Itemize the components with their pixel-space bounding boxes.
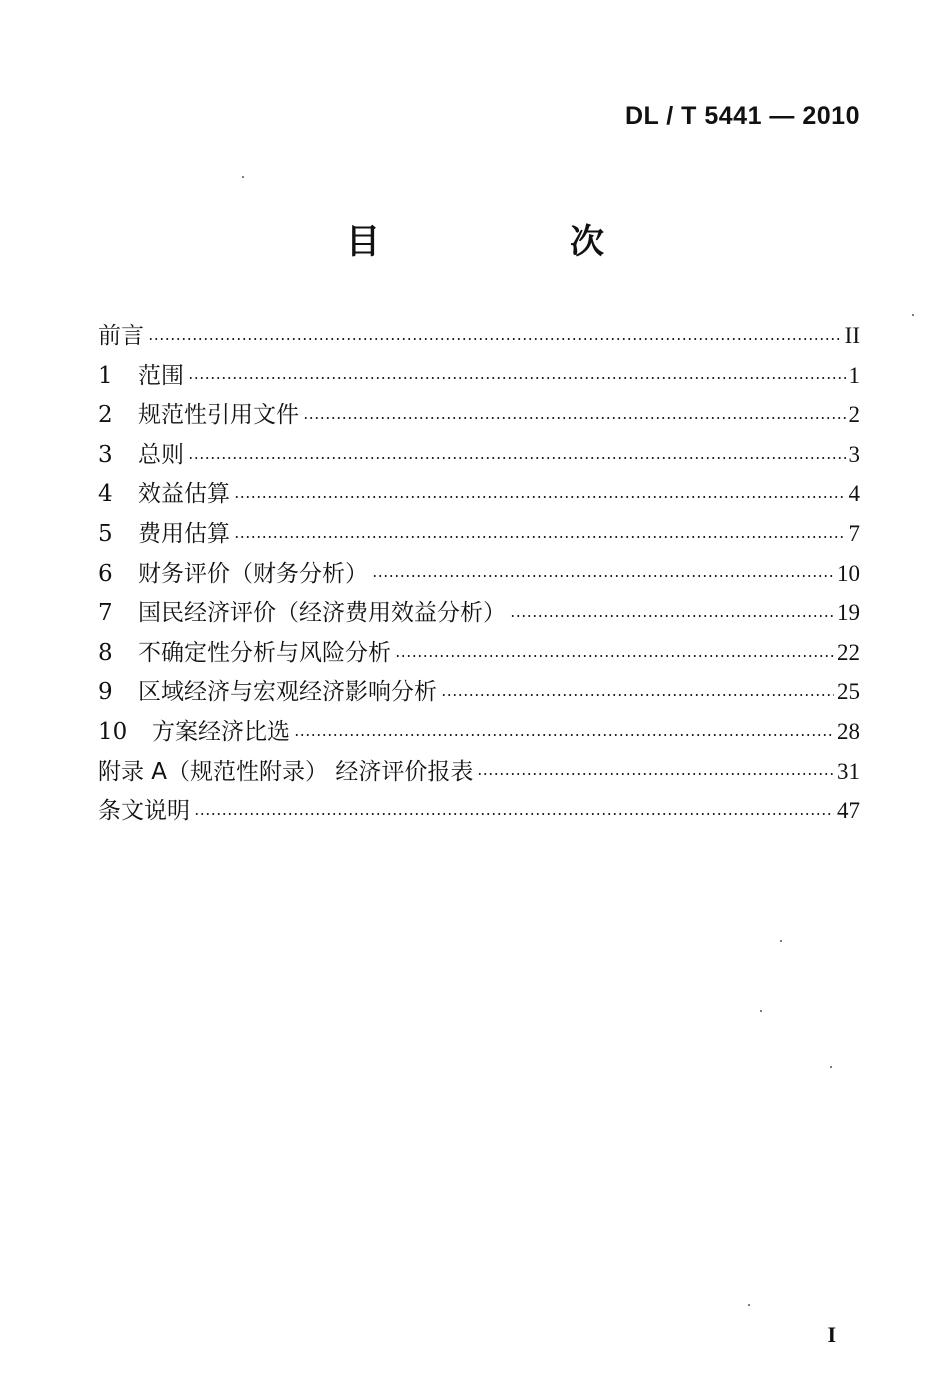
toc-number: 10	[98, 718, 128, 745]
toc-number: 6	[98, 560, 113, 587]
toc-entry-preface[interactable]	[98, 316, 860, 356]
toc-page: 7	[848, 520, 860, 546]
toc-leader-dots	[188, 457, 846, 459]
toc-leader-dots	[441, 694, 834, 696]
toc-number: 3	[98, 441, 113, 468]
toc-page: 28	[837, 718, 860, 744]
toc-entry-5[interactable]	[98, 514, 860, 554]
toc-number: 4	[98, 481, 113, 508]
toc-label: 方案经济比选	[152, 718, 290, 745]
toc-entry-8[interactable]	[98, 633, 860, 673]
toc-label: 附录 A（规范性附录） 经济评价报表	[98, 758, 474, 785]
toc-page: 1	[848, 362, 860, 388]
toc-leader-dots	[234, 496, 846, 498]
toc-page: 19	[837, 600, 860, 626]
standard-code: DL / T 5441 — 2010	[624, 102, 860, 130]
toc-leader-dots	[294, 734, 834, 736]
toc-page: II	[844, 323, 860, 348]
scan-speck	[912, 314, 914, 316]
toc-number: 9	[98, 679, 113, 706]
toc-leader-dots	[303, 417, 846, 419]
toc-entry-appendix-a[interactable]	[98, 752, 860, 792]
scan-speck	[760, 1010, 762, 1012]
toc-label: 前言	[98, 323, 144, 349]
toc-entry-4[interactable]	[98, 474, 860, 514]
toc-page: 10	[837, 560, 860, 586]
toc-label: 费用估算	[138, 520, 230, 547]
toc-entry-9[interactable]	[98, 672, 860, 712]
toc-page: 31	[837, 758, 860, 784]
toc-page: 47	[837, 798, 860, 824]
toc-number: 5	[98, 520, 113, 547]
toc-leader-dots	[194, 813, 834, 815]
toc-label: 不确定性分析与风险分析	[138, 639, 391, 666]
page-title: 目 次	[346, 222, 682, 262]
toc-entry-3[interactable]	[98, 435, 860, 475]
toc-label: 国民经济评价（经济费用效益分析）	[138, 600, 506, 627]
toc-entry-1[interactable]	[98, 356, 860, 396]
toc-entry-7[interactable]	[98, 593, 860, 633]
toc-leader-dots	[234, 536, 846, 538]
toc-leader-dots	[372, 575, 834, 577]
toc-label: 规范性引用文件	[138, 402, 299, 429]
toc-label: 效益估算	[138, 481, 230, 508]
toc-number: 1	[98, 362, 113, 389]
toc-label: 总则	[138, 441, 184, 468]
toc-entry-commentary[interactable]	[98, 791, 860, 831]
toc-page: 3	[848, 441, 860, 467]
toc-entry-10[interactable]	[98, 712, 860, 752]
scan-speck	[242, 176, 244, 178]
toc-entry-2[interactable]	[98, 395, 860, 435]
toc-number: 8	[98, 639, 113, 666]
page-number: I	[827, 1322, 836, 1347]
scan-speck	[748, 1304, 750, 1306]
toc-label: 范围	[138, 362, 184, 389]
toc-entry-6[interactable]	[98, 554, 860, 594]
toc-label: 财务评价（财务分析）	[138, 560, 368, 587]
scan-speck	[780, 940, 782, 942]
toc-leader-dots	[477, 773, 834, 775]
toc-label: 区域经济与宏观经济影响分析	[138, 679, 437, 706]
toc-leader-dots	[510, 615, 834, 617]
table-of-contents	[98, 316, 860, 831]
toc-page: 4	[848, 481, 860, 507]
toc-label: 条文说明	[98, 798, 190, 825]
toc-number: 7	[98, 600, 113, 627]
toc-leader-dots	[188, 377, 846, 379]
toc-page: 22	[837, 639, 860, 665]
toc-page: 25	[837, 679, 860, 705]
scan-speck	[830, 1066, 832, 1068]
toc-leader-dots	[148, 338, 842, 340]
toc-number: 2	[98, 402, 113, 429]
toc-page: 2	[848, 402, 860, 428]
toc-leader-dots	[395, 655, 834, 657]
